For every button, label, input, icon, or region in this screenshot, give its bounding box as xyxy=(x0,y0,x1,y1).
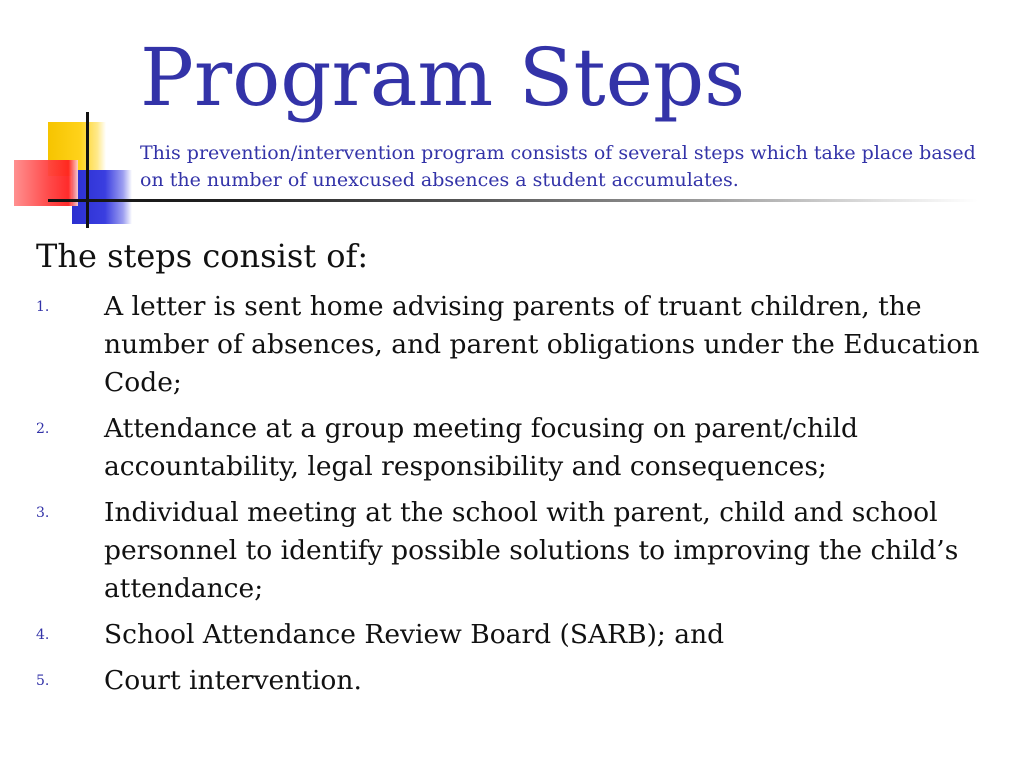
step-text: Court intervention. xyxy=(104,665,362,696)
step-number: 4. xyxy=(36,627,50,643)
step-number: 5. xyxy=(36,673,50,689)
step-item-3 xyxy=(36,494,996,608)
title-divider-line xyxy=(48,199,978,202)
decorative-blue-block xyxy=(72,170,132,224)
steps-intro: The steps consist of: xyxy=(36,237,369,275)
step-item-5 xyxy=(36,662,996,700)
step-text: School Attendance Review Board (SARB); and xyxy=(104,619,725,650)
step-item-1 xyxy=(36,288,996,402)
step-number: 1. xyxy=(36,299,50,315)
decorative-vertical-line xyxy=(86,112,89,228)
step-text: Attendance at a group meeting focusing on parent/child accountability, legal responsibility and consequences; xyxy=(104,413,858,482)
step-item-4 xyxy=(36,616,996,654)
step-text: A letter is sent home advising parents of truant children, the number of absences, and parent obligations under the Education Code; xyxy=(104,291,980,398)
step-number: 2. xyxy=(36,421,50,437)
step-item-2 xyxy=(36,410,996,486)
slide-body xyxy=(36,234,996,708)
step-number: 3. xyxy=(36,505,50,521)
step-text: Individual meeting at the school with parent, child and school personnel to identify possible solutions to improving the child’s attendance; xyxy=(104,497,959,604)
slide-subtitle: This prevention/intervention program consists of several steps which take place based on the number of unexcused absences a student accumulates. xyxy=(140,142,976,191)
slide-title: Program Steps xyxy=(140,31,746,124)
steps-list xyxy=(36,288,996,700)
